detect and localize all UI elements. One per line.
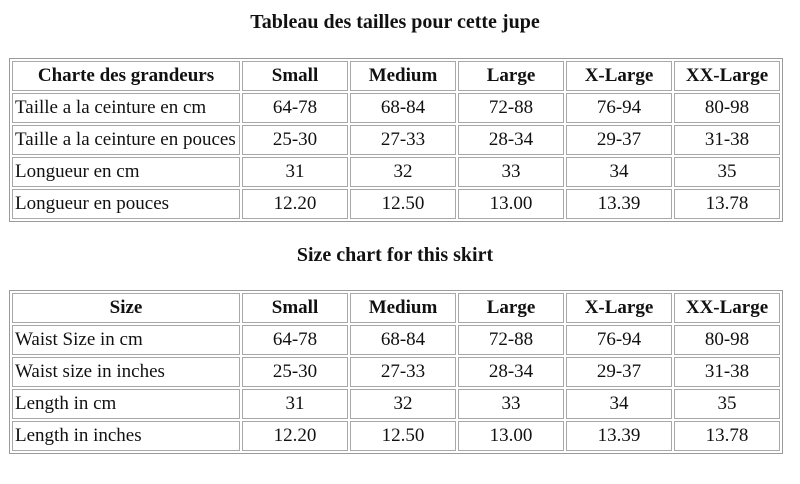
table-cell: 31-38 (674, 125, 780, 155)
table-row (12, 389, 780, 419)
row-label: Taille a la ceinture en cm (12, 93, 240, 123)
table-header-row (12, 61, 780, 91)
english-size-table (9, 290, 783, 454)
table-cell: 76-94 (566, 325, 672, 355)
table-cell: 33 (458, 157, 564, 187)
table-row (12, 421, 780, 451)
table-cell: 80-98 (674, 93, 780, 123)
table-cell: 25-30 (242, 125, 348, 155)
table-row (12, 357, 780, 387)
table-cell: 12.50 (350, 189, 456, 219)
table-cell: 13.00 (458, 189, 564, 219)
french-size-table (9, 58, 783, 222)
table-cell: 32 (350, 157, 456, 187)
table-cell: 68-84 (350, 93, 456, 123)
header-cell: XX-Large (674, 61, 780, 91)
table-cell: 27-33 (350, 125, 456, 155)
table-cell: 13.00 (458, 421, 564, 451)
header-cell: Size (12, 293, 240, 323)
table-cell: 13.78 (674, 421, 780, 451)
table-cell: 80-98 (674, 325, 780, 355)
table-cell: 64-78 (242, 325, 348, 355)
header-cell: Large (458, 61, 564, 91)
french-table-caption: Tableau des tailles pour cette jupe (250, 11, 540, 33)
table-cell: 27-33 (350, 357, 456, 387)
table-row (12, 93, 780, 123)
table-cell: 12.20 (242, 421, 348, 451)
table-cell: 31 (242, 157, 348, 187)
table-cell: 31 (242, 389, 348, 419)
row-label: Length in inches (12, 421, 240, 451)
table-cell: 76-94 (566, 93, 672, 123)
table-row (12, 125, 780, 155)
header-cell: Medium (350, 61, 456, 91)
header-cell: Medium (350, 293, 456, 323)
row-label: Length in cm (12, 389, 240, 419)
header-cell: XX-Large (674, 293, 780, 323)
table-cell: 32 (350, 389, 456, 419)
table-row (12, 325, 780, 355)
header-cell: X-Large (566, 293, 672, 323)
table-cell: 29-37 (566, 357, 672, 387)
row-label: Taille a la ceinture en pouces (12, 125, 240, 155)
table-cell: 31-38 (674, 357, 780, 387)
table-cell: 35 (674, 389, 780, 419)
row-label: Longueur en cm (12, 157, 240, 187)
table-cell: 68-84 (350, 325, 456, 355)
english-table-caption: Size chart for this skirt (296, 244, 494, 266)
table-cell: 28-34 (458, 125, 564, 155)
table-cell: 12.50 (350, 421, 456, 451)
table-cell: 25-30 (242, 357, 348, 387)
table-cell: 72-88 (458, 93, 564, 123)
row-label: Longueur en pouces (12, 189, 240, 219)
table-cell: 12.20 (242, 189, 348, 219)
table-cell: 72-88 (458, 325, 564, 355)
row-label: Waist Size in cm (12, 325, 240, 355)
table-cell: 13.78 (674, 189, 780, 219)
table-cell: 33 (458, 389, 564, 419)
table-cell: 35 (674, 157, 780, 187)
header-cell: X-Large (566, 61, 672, 91)
table-row (12, 189, 780, 219)
header-cell: Small (242, 293, 348, 323)
table-cell: 34 (566, 157, 672, 187)
header-cell: Large (458, 293, 564, 323)
header-cell: Charte des grandeurs (12, 61, 240, 91)
table-cell: 64-78 (242, 93, 348, 123)
table-cell: 28-34 (458, 357, 564, 387)
table-cell: 13.39 (566, 421, 672, 451)
table-header-row (12, 293, 780, 323)
table-row (12, 157, 780, 187)
table-cell: 13.39 (566, 189, 672, 219)
header-cell: Small (242, 61, 348, 91)
table-cell: 34 (566, 389, 672, 419)
table-cell: 29-37 (566, 125, 672, 155)
row-label: Waist size in inches (12, 357, 240, 387)
